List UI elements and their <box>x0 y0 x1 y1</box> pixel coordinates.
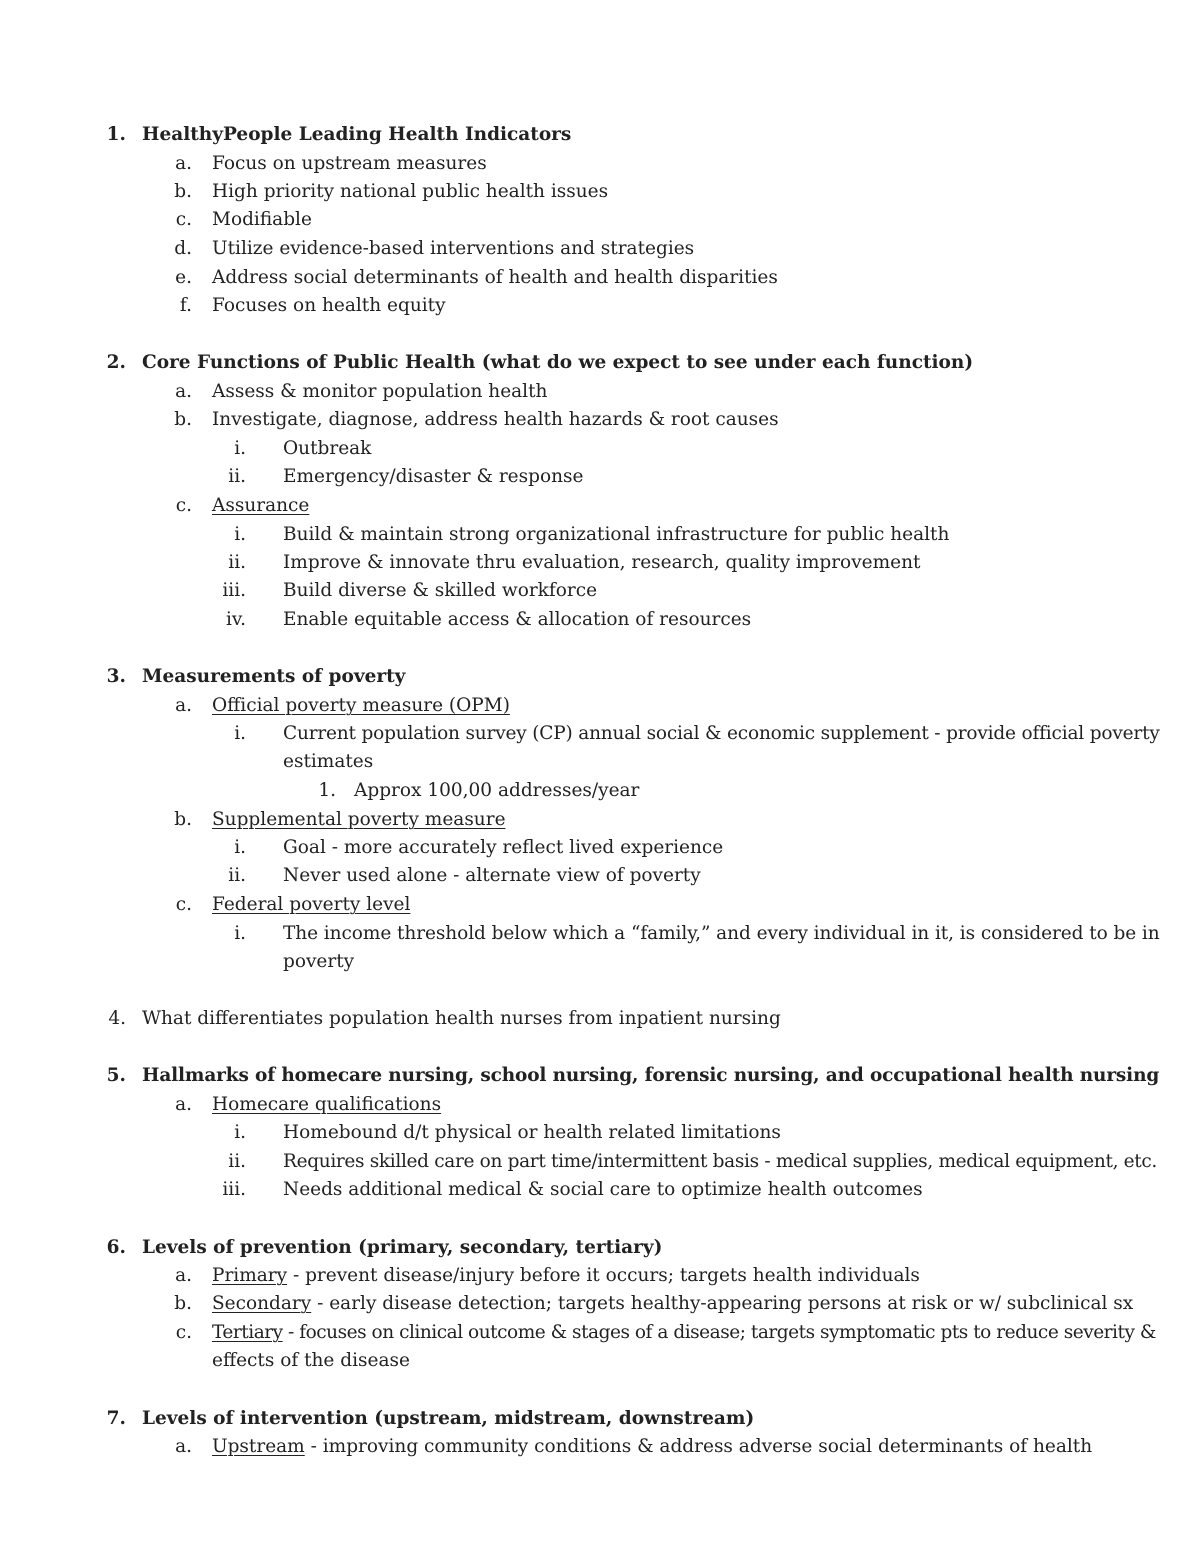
section-number: 2. <box>106 352 126 373</box>
sub-item-number: i. <box>234 723 246 744</box>
item-text: Address social determinants of health and health disparities <box>212 267 778 288</box>
item-number: b. <box>174 809 192 830</box>
section-title: What differentiates population health nurses from inpatient nursing <box>142 1008 781 1029</box>
item-text: High priority national public health issues <box>212 181 609 202</box>
sub-item-text: Build diverse & skilled workforce <box>283 580 598 601</box>
sub-item-text: Build & maintain strong organizational infrastructure for public health <box>283 524 950 545</box>
item-number: b. <box>174 1293 192 1314</box>
sub-item-text: Requires skilled care on part time/intermittent basis - medical supplies, medical equipment, etc. <box>283 1151 1157 1172</box>
continuation-text: effects of the disease <box>212 1350 410 1371</box>
item-text: Official poverty measure (OPM) <box>212 695 510 716</box>
sub-item-text: Improve & innovate thru evaluation, research, quality improvement <box>283 552 921 573</box>
section-number: 6. <box>106 1237 126 1258</box>
item-text: Investigate, diagnose, address health hazards & root causes <box>212 409 779 430</box>
section-number: 5. <box>106 1065 126 1086</box>
item-term: Primary <box>212 1265 288 1286</box>
item-text: Focuses on health equity <box>212 295 446 316</box>
item-text: - early disease detection; targets healthy-appearing persons at risk or w/ subclinical sx <box>311 1293 1134 1314</box>
item-text: Federal poverty level <box>212 894 411 915</box>
item-number: a. <box>175 381 192 402</box>
sub-item-text: Outbreak <box>283 438 372 459</box>
section-title: HealthyPeople Leading Health Indicators <box>142 124 572 145</box>
section-title: Measurements of poverty <box>142 666 406 687</box>
section-number: 3. <box>106 666 126 687</box>
item-number: a. <box>175 1094 192 1115</box>
item-number: d. <box>174 238 192 259</box>
sub-item-text: Needs additional medical & social care to optimize health outcomes <box>283 1179 923 1200</box>
sub-sub-item-number: 1. <box>318 780 336 801</box>
sub-item-text: Enable equitable access & allocation of resources <box>283 609 752 630</box>
item-term: Tertiary <box>212 1322 283 1343</box>
item-term: Upstream <box>212 1436 305 1457</box>
section-title: Levels of prevention (primary, secondary, tertiary) <box>142 1237 663 1258</box>
sub-item-number: i. <box>234 923 246 944</box>
item-text: Focus on upstream measures <box>212 153 487 174</box>
item-text: - prevent disease/injury before it occurs; targets health individuals <box>287 1265 920 1286</box>
sub-item-text: Never used alone - alternate view of poverty <box>283 865 701 886</box>
section-number: 1. <box>106 124 126 145</box>
sub-item-number: ii. <box>228 865 246 886</box>
section-title: Hallmarks of homecare nursing, school nursing, forensic nursing, and occupational health nursing <box>142 1065 1160 1086</box>
item-number: c. <box>175 209 192 230</box>
item-number: c. <box>175 1322 192 1343</box>
sub-item-number: i. <box>234 438 246 459</box>
sub-item-number: ii. <box>228 1151 246 1172</box>
item-line <box>212 1262 920 1290</box>
item-line <box>212 1433 1092 1461</box>
item-number: a. <box>175 1436 192 1457</box>
section-title: Core Functions of Public Health (what do we expect to see under each function) <box>142 352 974 373</box>
item-line <box>212 1290 1133 1318</box>
item-text: - improving community conditions & address adverse social determinants of health <box>304 1436 1093 1457</box>
sub-item-text: Homebound d/t physical or health related limitations <box>283 1122 781 1143</box>
item-number: a. <box>175 153 192 174</box>
item-number: f. <box>179 295 192 316</box>
item-number: b. <box>174 409 192 430</box>
sub-sub-item-text: Approx 100,00 addresses/year <box>354 780 640 801</box>
item-text: Supplemental poverty measure <box>212 809 506 830</box>
sub-item-number: i. <box>234 1122 246 1143</box>
continuation-text: poverty <box>283 951 355 972</box>
sub-item-number: ii. <box>228 552 246 573</box>
sub-item-text: Goal - more accurately reflect lived experience <box>283 837 724 858</box>
continuation-text: estimates <box>283 751 374 772</box>
sub-item-number: ii. <box>228 466 246 487</box>
item-text: Assurance <box>212 495 310 516</box>
item-text: Assess & monitor population health <box>212 381 548 402</box>
item-number: c. <box>175 894 192 915</box>
sub-item-number: iv. <box>225 609 246 630</box>
item-text: Modifiable <box>212 209 312 230</box>
item-number: b. <box>174 181 192 202</box>
section-number: 7. <box>106 1408 126 1429</box>
item-number: a. <box>175 695 192 716</box>
item-term: Secondary <box>212 1293 312 1314</box>
sub-item-number: iii. <box>222 580 246 601</box>
sub-item-number: i. <box>234 837 246 858</box>
item-text: - focuses on clinical outcome & stages of a disease; targets symptomatic pts to reduce severity & <box>282 1322 1156 1343</box>
item-number: e. <box>175 267 192 288</box>
item-line <box>212 1319 1156 1347</box>
item-text: Utilize evidence-based interventions and strategies <box>212 238 695 259</box>
section-title: Levels of intervention (upstream, midstream, downstream) <box>142 1408 755 1429</box>
item-text: Homecare qualifications <box>212 1094 442 1115</box>
sub-item-number: iii. <box>222 1179 246 1200</box>
item-number: a. <box>175 1265 192 1286</box>
sub-item-text: The income threshold below which a “family,” and every individual in it, is considered to be in <box>283 923 1160 944</box>
section-number: 4. <box>108 1008 126 1029</box>
item-number: c. <box>175 495 192 516</box>
sub-item-text: Current population survey (CP) annual social & economic supplement - provide official poverty <box>283 723 1160 744</box>
sub-item-text: Emergency/disaster & response <box>283 466 584 487</box>
sub-item-number: i. <box>234 524 246 545</box>
